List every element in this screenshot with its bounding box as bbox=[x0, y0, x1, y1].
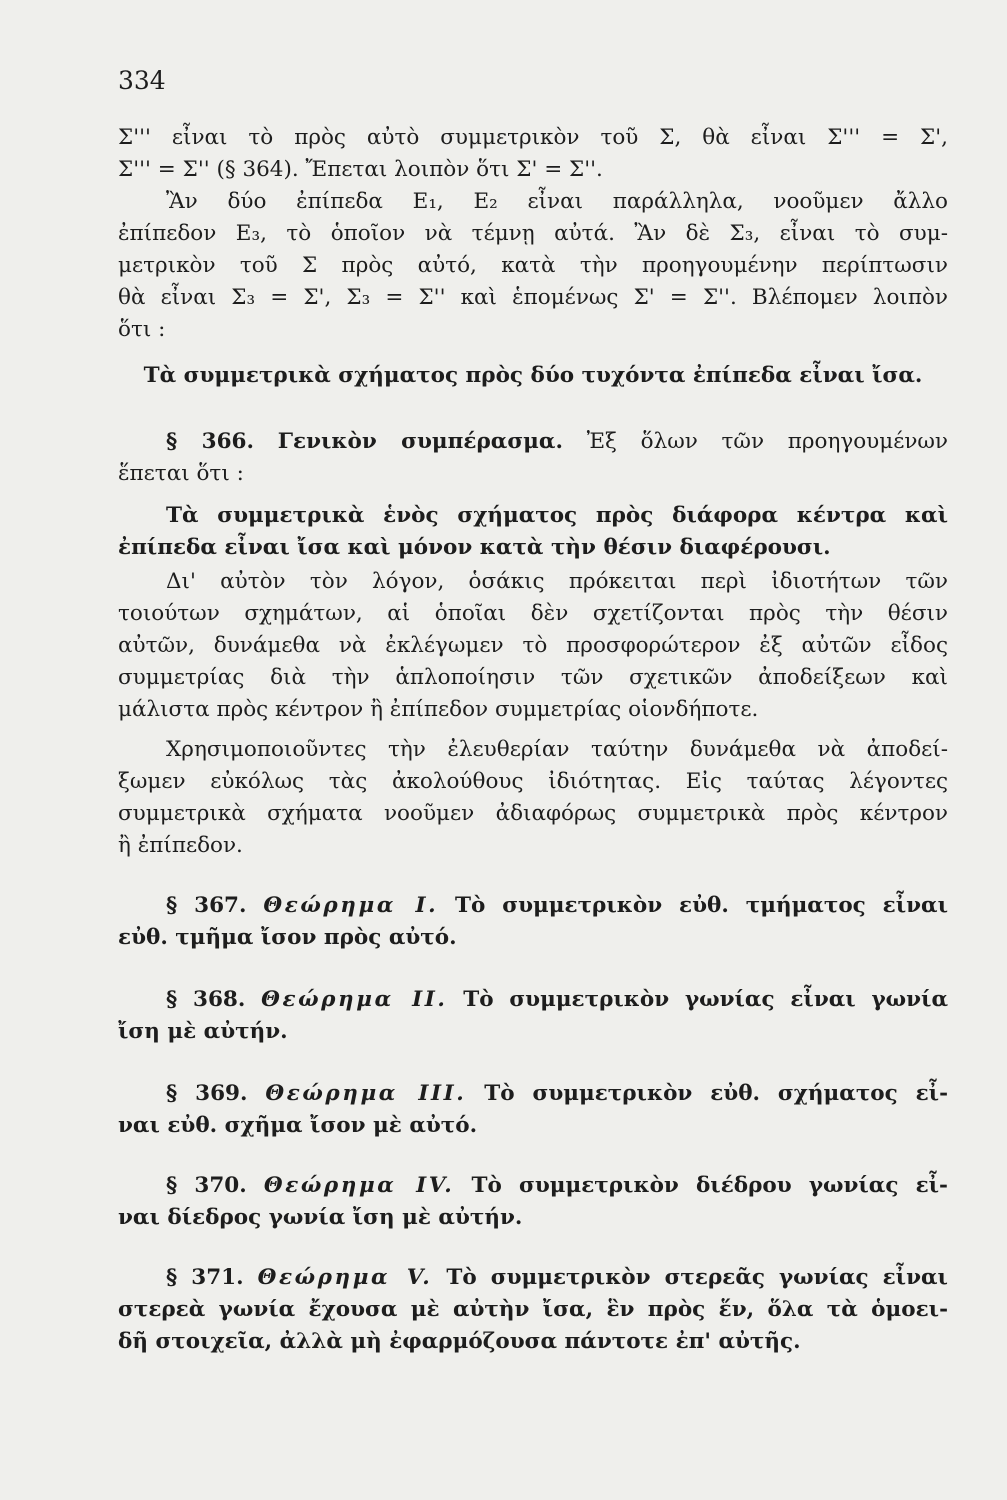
theorem-number: § 368. bbox=[166, 987, 246, 1012]
theorem-371 bbox=[118, 1262, 948, 1358]
theorem-line: στερεὰ γωνία ἔχουσα μὲ αὐτὴν ἴσα, ἓν πρὸς ἕν, ὅλα τὰ ὁμοει- bbox=[118, 1297, 948, 1322]
theorem-line: ναι εὐθ. σχῆμα ἴσον μὲ αὐτό. bbox=[118, 1113, 478, 1138]
theorem-368 bbox=[118, 984, 948, 1048]
text-line: Τὰ συμμετρικὰ ἑνὸς σχήματος πρὸς διάφορα κέντρα καὶ bbox=[166, 503, 948, 528]
section-number: § 366. bbox=[166, 429, 254, 454]
theorem-line: ἴση μὲ αὐτήν. bbox=[118, 1019, 288, 1044]
text-line: τοιούτων σχημάτων, αἱ ὁποῖαι δὲν σχετίζονται πρὸς τὴν θέσιν bbox=[118, 601, 948, 626]
theorem-number: § 371. bbox=[166, 1265, 244, 1290]
page-number: 334 bbox=[118, 66, 166, 95]
section-heading-line bbox=[118, 426, 948, 458]
text-line: Σ''' εἶναι τὸ πρὸς αὐτὸ συμμετρικὸν τοῦ Σ, θὰ εἶναι Σ''' = Σ', bbox=[118, 125, 948, 150]
theorem-370 bbox=[118, 1170, 948, 1234]
theorem-text: Τὸ συμμετρικὸν διέδρου γωνίας εἶ- bbox=[471, 1173, 948, 1198]
theorem-369 bbox=[118, 1078, 948, 1142]
paragraph-parallel-planes bbox=[118, 186, 948, 346]
theorem-label: Θεώρημα V. bbox=[257, 1265, 433, 1290]
theorem-number: § 369. bbox=[166, 1081, 248, 1106]
text-line: Σ''' = Σ'' (§ 364). Ἔπεται λοιπὸν ὅτι Σ' = Σ''. bbox=[118, 157, 603, 182]
theorem-text: Τὸ συμμετρικὸν εὐθ. σχήματος εἶ- bbox=[484, 1081, 948, 1106]
theorem-line bbox=[118, 984, 948, 1016]
text-line: ἐπίπεδα εἶναι ἴσα καὶ μόνον κατὰ τὴν θέσιν διαφέρουσι. bbox=[118, 535, 831, 560]
text-line: ἐπίπεδον Ε₃, τὸ ὁποῖον νὰ τέμνῃ αὐτά. Ἂν δὲ Σ₃, εἶναι τὸ συμ- bbox=[118, 221, 948, 246]
theorem-line bbox=[118, 1170, 948, 1202]
text-line: ὅτι : bbox=[118, 317, 166, 342]
text-line: μάλιστα πρὸς κέντρον ἢ ἐπίπεδον συμμετρίας οἱονδήποτε. bbox=[118, 697, 759, 722]
theorem-line bbox=[118, 890, 948, 922]
text-line: ἢ ἐπίπεδον. bbox=[118, 833, 243, 858]
paragraph-symmetry-choice bbox=[118, 566, 948, 726]
text-line: ξωμεν εὐκόλως τὰς ἀκολούθους ἰδιότητας. Εἰς ταύτας λέγοντες bbox=[118, 769, 948, 794]
section-366 bbox=[118, 426, 948, 490]
theorem-text: Τὸ συμμετρικὸν εὐθ. τμήματος εἶναι bbox=[455, 893, 948, 918]
text-line: μετρικὸν τοῦ Σ πρὸς αὐτό, κατὰ τὴν προηγουμένην περίπτωσιν bbox=[118, 253, 948, 278]
text-line: θὰ εἶναι Σ₃ = Σ', Σ₃ = Σ'' καὶ ἑπομένως Σ' = Σ''. Βλέπομεν λοιπὸν bbox=[118, 285, 948, 310]
theorem-line: δῆ στοιχεῖα, ἀλλὰ μὴ ἐφαρμόζουσα πάντοτε ἐπ' αὐτῆς. bbox=[118, 1329, 801, 1354]
theorem-line: εὐθ. τμῆμα ἴσον πρὸς αὐτό. bbox=[118, 925, 457, 950]
theorem-text: Τὸ συμμετρικὸν στερεᾶς γωνίας εἶναι bbox=[446, 1265, 948, 1290]
text-line: Δι' αὐτὸν τὸν λόγον, ὁσάκις πρόκειται περὶ ἰδιοτήτων τῶν bbox=[166, 569, 948, 594]
theorem-line bbox=[118, 1262, 948, 1294]
statement-general bbox=[118, 500, 948, 564]
text-line: Ἂν δύο ἐπίπεδα Ε₁, Ε₂ εἶναι παράλληλα, νοοῦμεν ἄλλο bbox=[166, 189, 948, 214]
text-line: αὐτῶν, δυνάμεθα νὰ ἐκλέγωμεν τὸ προσφορώτερον ἐξ αὐτῶν εἶδος bbox=[118, 633, 948, 658]
theorem-line: ναι δίεδρος γωνία ἴση μὲ αὐτήν. bbox=[118, 1205, 523, 1230]
section-text: Ἐξ ὅλων τῶν προηγουμένων bbox=[586, 429, 949, 454]
paragraph-freedom bbox=[118, 734, 948, 862]
text-line: συμμετρίας διὰ τὴν ἁπλοποίησιν τῶν σχετικῶν ἀποδείξεων καὶ bbox=[118, 665, 948, 690]
text-line: Χρησιμοποιοῦντες τὴν ἐλευθερίαν ταύτην δυνάμεθα νὰ ἀποδεί- bbox=[166, 737, 948, 762]
section-title: Γενικὸν συμπέρασμα. bbox=[277, 429, 563, 454]
theorem-text: Τὸ συμμετρικὸν γωνίας εἶναι γωνία bbox=[463, 987, 948, 1012]
theorem-label: Θεώρημα III. bbox=[265, 1081, 467, 1106]
theorem-label: Θεώρημα II. bbox=[261, 987, 448, 1012]
paragraph-continuation bbox=[118, 122, 948, 186]
text-line: ἕπεται ὅτι : bbox=[118, 461, 244, 486]
theorem-number: § 367. bbox=[166, 893, 247, 918]
text-line: συμμετρικὰ σχήματα νοοῦμεν ἀδιαφόρως συμμετρικὰ πρὸς κέντρον bbox=[118, 801, 948, 826]
theorem-label: Θεώρημα IV. bbox=[263, 1173, 455, 1198]
statement-planes: Τὰ συμμετρικὰ σχήματος πρὸς δύο τυχόντα ἐπίπεδα εἶναι ἴσα. bbox=[143, 363, 923, 388]
theorem-label: Θεώρημα I. bbox=[263, 893, 439, 918]
theorem-367 bbox=[118, 890, 948, 954]
theorem-number: § 370. bbox=[166, 1173, 247, 1198]
theorem-line bbox=[118, 1078, 948, 1110]
